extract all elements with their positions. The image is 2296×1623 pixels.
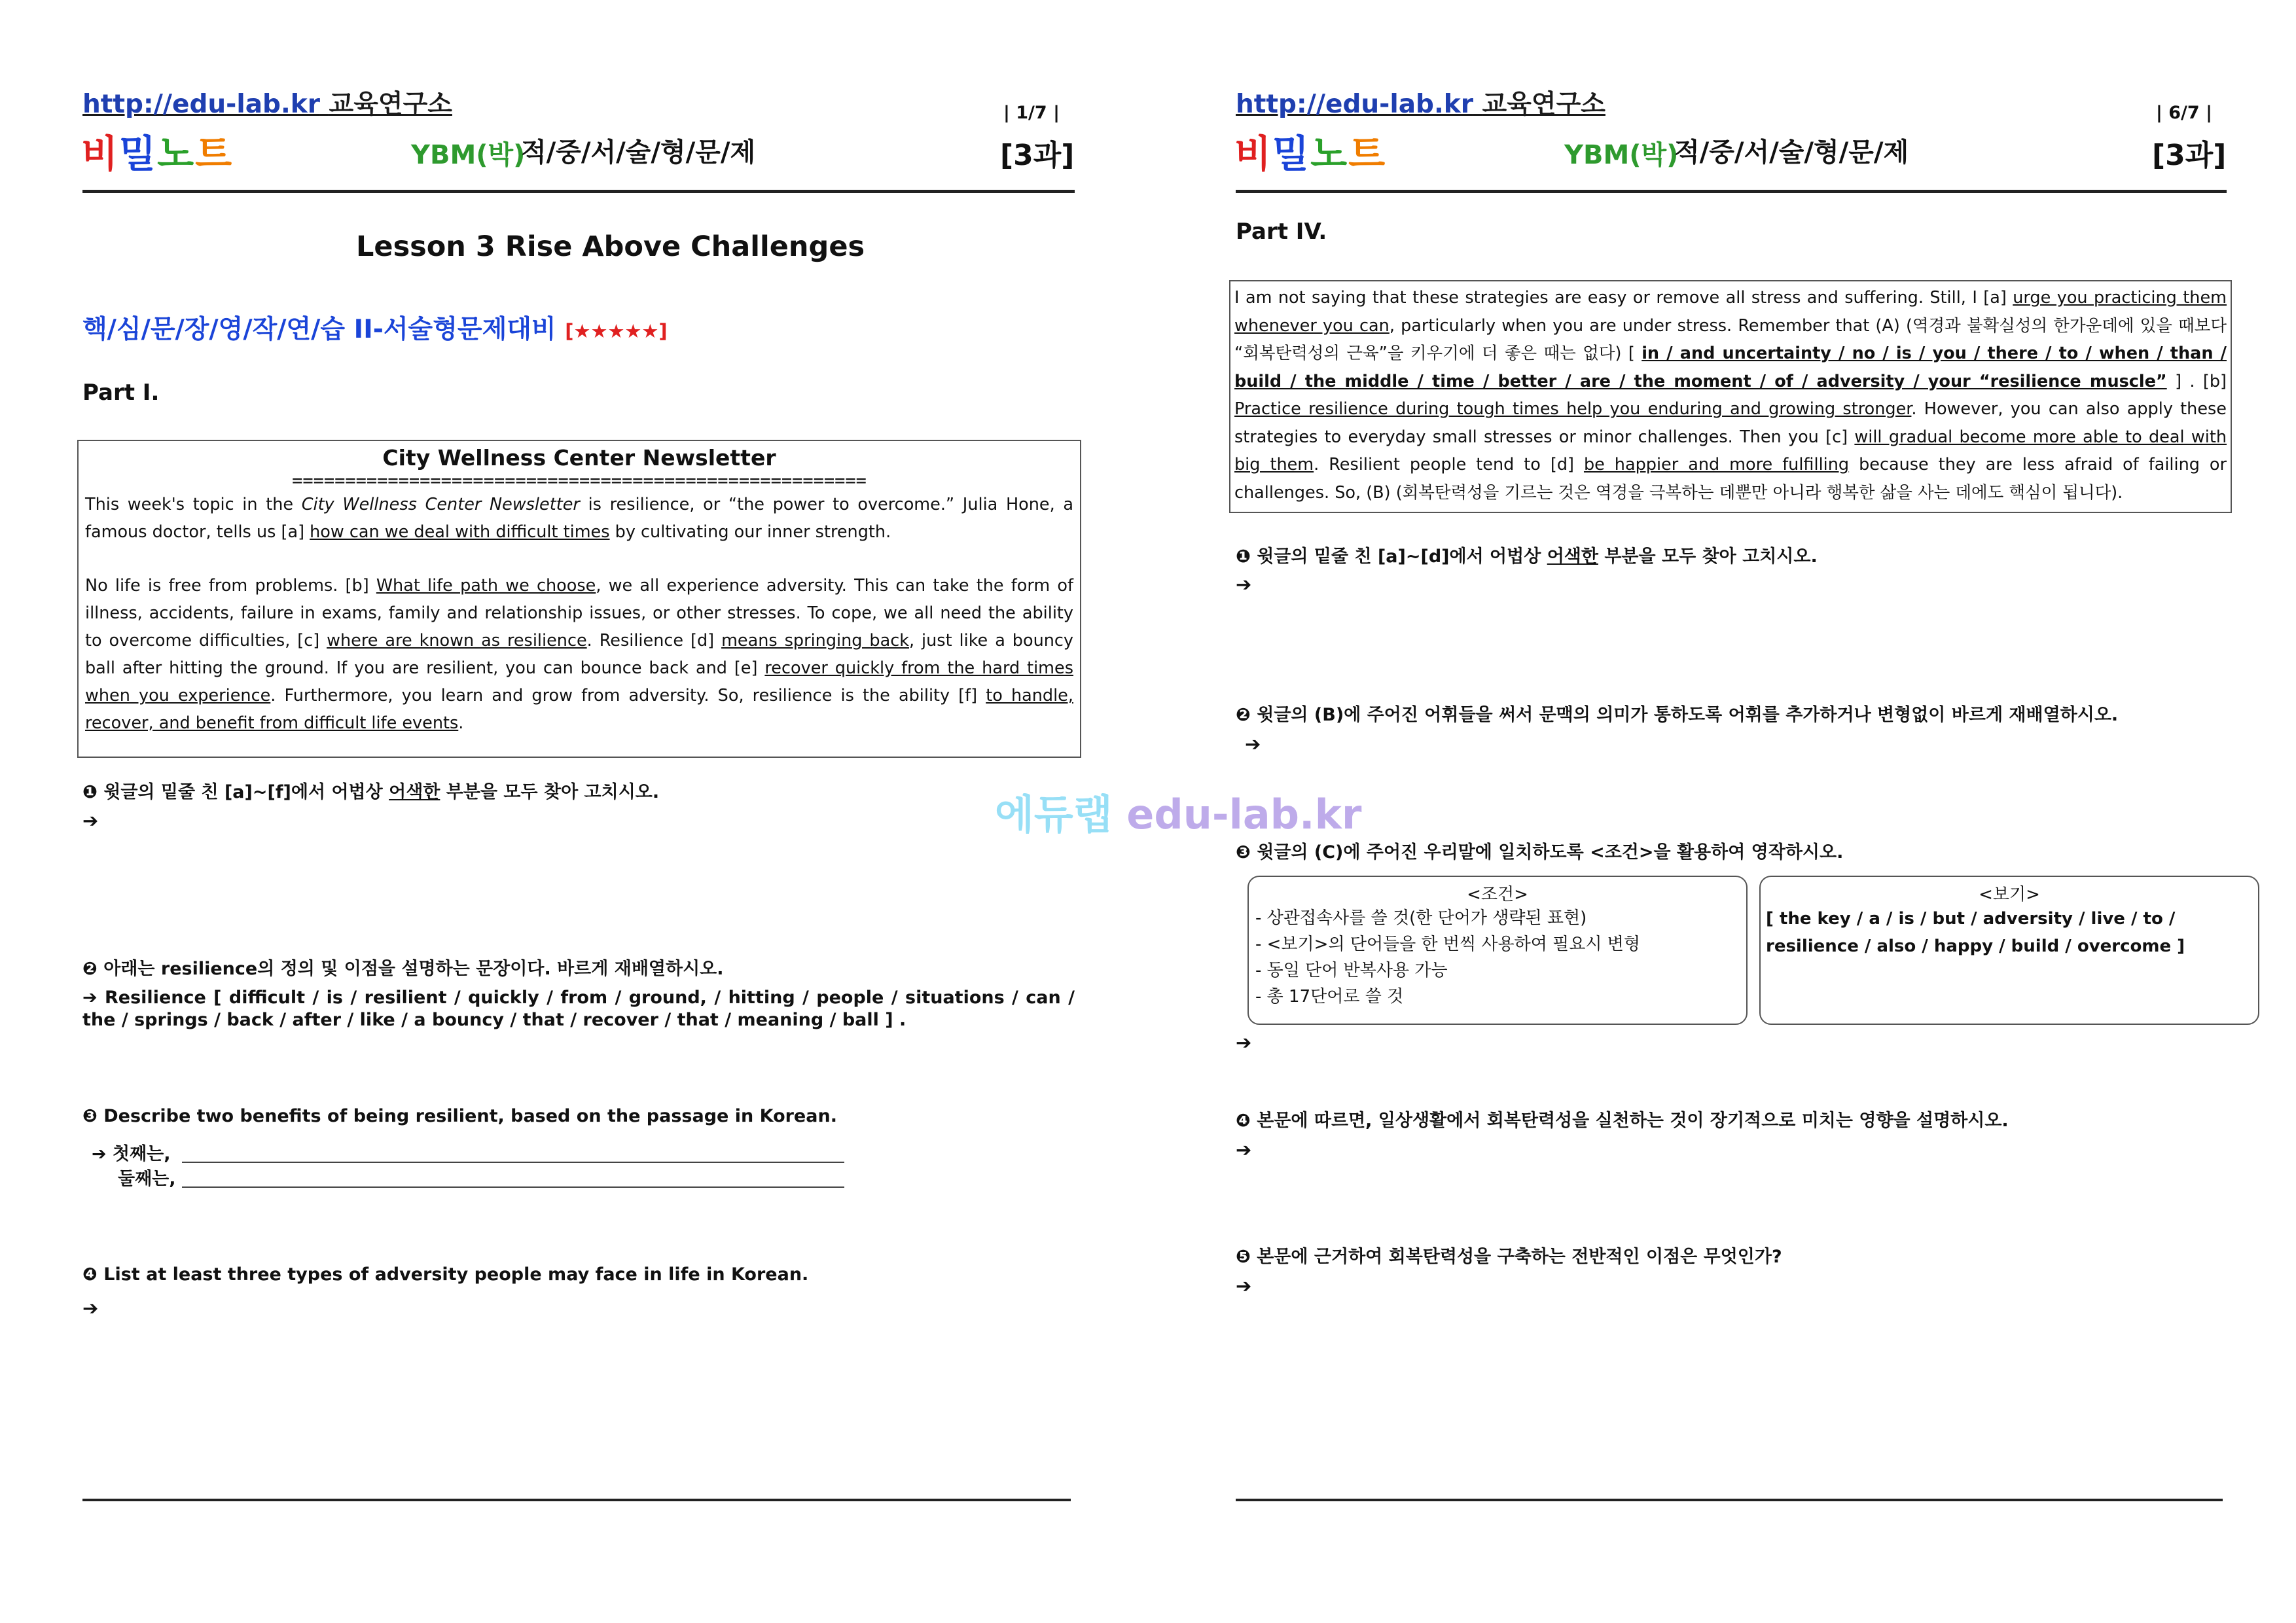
condition-item: - <보기>의 단어들을 한 번씩 사용하여 필요시 변형 bbox=[1255, 935, 1641, 954]
text-run: . Furthermore, you learn and grow from adversity. So, resilience is the ability [f] bbox=[270, 686, 986, 705]
underlined-d: be happier and more fulfilling bbox=[1583, 455, 1850, 474]
brand-char: 노 bbox=[1310, 132, 1349, 176]
second-benefit-label: 둘째는, bbox=[118, 1169, 176, 1189]
site-name: 교육연구소 bbox=[1482, 90, 1605, 119]
watermark-kr: 에듀랩 bbox=[995, 791, 1113, 838]
second-benefit-line[interactable] bbox=[182, 1186, 844, 1188]
underlined-a: how can we deal with difficult times bbox=[310, 522, 610, 542]
subtitle-text: 핵/심/문/장/영/작/연/습 II-서술형문제대비 bbox=[82, 315, 556, 344]
question-emphasis: 어색한 bbox=[389, 782, 440, 802]
question-2: ❷ 윗글의 (B)에 주어진 어휘들을 써서 문맥의 의미가 통하도록 어휘를 추가하거나 변형없이 바르게 재배열하시오. bbox=[1236, 705, 2119, 725]
question-4: ❹ 본문에 따르면, 일상생활에서 회복탄력성을 실천하는 것이 장기적으로 미치는 영향을 설명하시오. bbox=[1236, 1111, 2009, 1131]
lesson-number: [3과] bbox=[2152, 139, 2227, 172]
header-divider bbox=[1236, 190, 2227, 193]
word-bank-box bbox=[1759, 876, 2259, 1025]
answer-arrow[interactable]: ➔ bbox=[1245, 733, 1261, 755]
underlined-c: where are known as resilience bbox=[327, 631, 587, 651]
paragraph-1 bbox=[85, 491, 1073, 546]
newsletter-name: City Wellness Center Newsletter bbox=[301, 495, 580, 514]
publisher-label: YBM(박) bbox=[411, 140, 526, 170]
answer-arrow[interactable]: ➔ bbox=[1236, 1139, 1252, 1161]
text-run: This week's topic in the bbox=[85, 495, 302, 514]
site-url[interactable]: http://edu-lab.kr bbox=[82, 90, 320, 119]
text-run: , just like a bouncy ball after hitting the ground. If you are resilient, you can bounce back and [e] bbox=[85, 631, 1073, 678]
underlined-b: What life path we choose bbox=[376, 576, 596, 596]
underlined-c: will gradual become more able to deal with big them bbox=[1234, 427, 2227, 474]
page-number: | 1/7 | bbox=[1003, 103, 1060, 123]
footer-divider bbox=[82, 1499, 1071, 1501]
brand-char: 밀 bbox=[119, 132, 158, 176]
underlined-b: Practice resilience during tough times help you enduring and growing stronger bbox=[1234, 399, 1912, 419]
underlined-d: means springing back bbox=[721, 631, 909, 651]
header-divider bbox=[82, 190, 1075, 193]
lesson-title: Lesson 3 Rise Above Challenges bbox=[356, 230, 865, 263]
underlined-f: to handle, recover, and benefit from difficult life events bbox=[85, 686, 1073, 733]
text-run: by cultivating our inner strength. bbox=[609, 522, 891, 542]
first-benefit-line[interactable] bbox=[182, 1162, 844, 1163]
scramble-words-a: in / and uncertainty / no / is / you / there / to / when / than / build / the middle / time / better / are / the moment / of / adversity / your “resilience muscle” bbox=[1234, 344, 2227, 391]
question-1 bbox=[82, 777, 659, 803]
question-text: 부분을 모두 찾아 고치시오. bbox=[1598, 546, 1818, 567]
site-link[interactable] bbox=[82, 84, 452, 120]
first-benefit-label: ➔ 첫째는, bbox=[92, 1144, 171, 1164]
passage-box bbox=[1229, 280, 2232, 513]
title-rule: ====================================================== bbox=[292, 471, 867, 491]
section-title: 적/중/서/술/형/문/제 bbox=[521, 137, 756, 168]
brand-char: 트 bbox=[195, 132, 234, 176]
question-5: ❺ 본문에 근거하여 회복탄력성을 구축하는 전반적인 이점은 무엇인가? bbox=[1236, 1247, 1782, 1267]
text-run: . Resilience [d] bbox=[586, 631, 722, 651]
brand-char: 노 bbox=[157, 132, 196, 176]
text-run: I am not saying that these strategies are easy or remove all stress and suffering. Still, I [a] bbox=[1234, 288, 2013, 308]
brand-char: 트 bbox=[1348, 132, 1387, 176]
newsletter-passage bbox=[85, 491, 1073, 737]
section-title: 적/중/서/술/형/문/제 bbox=[1674, 137, 1909, 168]
newsletter-title: City Wellness Center Newsletter bbox=[382, 445, 776, 471]
text-run: . bbox=[458, 713, 464, 733]
conditions-box bbox=[1247, 876, 1748, 1025]
text-run: is resilience, or “the power to overcome.” Julia Hone, a famous doctor, tells us [a] bbox=[85, 495, 1073, 542]
underlined-a: urge you practicing them whenever you can bbox=[1234, 288, 2227, 336]
question-emphasis: 어색한 bbox=[1547, 546, 1598, 567]
footer-divider bbox=[1236, 1499, 2223, 1501]
condition-item: - 총 17단어로 쓸 것 bbox=[1255, 987, 1404, 1007]
brand-char: 밀 bbox=[1272, 132, 1311, 176]
practice-subtitle bbox=[82, 309, 668, 346]
answer-arrow[interactable]: ➔ bbox=[82, 810, 99, 832]
paragraph-2 bbox=[85, 572, 1073, 737]
word-bank: [ the key / a / is / but / adversity / live / to / resilience / also / happy / build / overcome ] bbox=[1766, 909, 2185, 956]
page-number: | 6/7 | bbox=[2156, 103, 2212, 123]
word-bank-title: <보기> bbox=[1979, 885, 2040, 904]
publisher-label: YBM(박) bbox=[1564, 140, 1679, 170]
passage-text bbox=[1234, 284, 2227, 507]
question-4: ❹ List at least three types of adversity people may face in life in Korean. bbox=[82, 1264, 809, 1285]
site-name: 교육연구소 bbox=[329, 90, 452, 119]
scramble-words[interactable]: ➔ Resilience [ difficult / is / resilient / quickly / from / ground, / hitting / people / situations / can / the / springs / back / after / like / a bouncy / that / recover / that / meaning / ball ] . bbox=[82, 988, 1075, 1030]
question-2: ❷ 아래는 resilience의 정의 및 이점을 설명하는 문장이다. 바르게 재배열하시오. bbox=[82, 959, 724, 979]
question-text: 부분을 모두 찾아 고치시오. bbox=[440, 782, 660, 802]
question-3: ❸ 윗글의 (C)에 주어진 우리말에 일치하도록 <조건>을 활용하여 영작하시오. bbox=[1236, 842, 1844, 863]
part-label: Part I. bbox=[82, 380, 160, 406]
underlined-e: recover quickly from the hard times when you experience bbox=[85, 658, 1073, 705]
difficulty-stars: [★★★★★] bbox=[565, 320, 668, 342]
watermark-en: edu-lab.kr bbox=[1126, 791, 1362, 838]
text-run: No life is free from problems. [b] bbox=[85, 576, 376, 596]
answer-arrow[interactable]: ➔ bbox=[1236, 1275, 1252, 1297]
question-3: ❸ Describe two benefits of being resilient, based on the passage in Korean. bbox=[82, 1106, 837, 1126]
site-link[interactable] bbox=[1236, 84, 1605, 120]
brand-logo bbox=[81, 123, 233, 178]
text-run: because they are less afraid of failing or challenges. So, (B) (회복탄력성을 기르는 것은 역경을 극복하는 데뿐만 아니라 행복한 삶을 사는 데에도 핵심이 됩니다). bbox=[1234, 455, 2227, 503]
condition-item: - 상관접속사를 쓸 것(한 단어가 생략된 표현) bbox=[1255, 908, 1587, 928]
answer-arrow[interactable]: ➔ bbox=[1236, 573, 1252, 596]
answer-arrow[interactable]: ➔ bbox=[82, 1297, 99, 1319]
question-text: ❶ 윗글의 밑줄 친 [a]~[f]에서 어법상 bbox=[82, 782, 389, 802]
condition-item: - 동일 단어 반복사용 가능 bbox=[1255, 961, 1448, 980]
newsletter-box bbox=[77, 440, 1081, 758]
lesson-number: [3과] bbox=[1000, 139, 1075, 172]
text-run: ] . [b] bbox=[2166, 371, 2227, 391]
conditions-title: <조건> bbox=[1467, 885, 1528, 904]
brand-logo bbox=[1234, 123, 1386, 178]
site-url[interactable]: http://edu-lab.kr bbox=[1236, 90, 1473, 119]
watermark bbox=[995, 782, 1361, 840]
text-run: , particularly when you are under stress. Remember that (A) (역경과 불확실성의 한가운데에 있을 때보다 “회복탄력성의 근육”을 키우기에 더 좋은 때는 없다) [ bbox=[1234, 315, 2227, 363]
answer-arrow[interactable]: ➔ bbox=[1236, 1031, 1252, 1054]
part-label: Part IV. bbox=[1236, 219, 1327, 245]
text-run: , we all experience adversity. This can take the form of illness, accidents, failure in exams, family and relationship issues, or other stresses. To cope, we all need the ability to overcome difficulties, [c] bbox=[85, 576, 1074, 651]
text-run: . Resilient people tend to [d] bbox=[1314, 455, 1584, 474]
question-text: ❶ 윗글의 밑줄 친 [a]~[d]에서 어법상 bbox=[1236, 546, 1547, 567]
brand-char: 비 bbox=[1234, 132, 1273, 176]
brand-char: 비 bbox=[81, 132, 120, 176]
question-1 bbox=[1236, 542, 1818, 567]
text-run: . However, you can also apply these strategies to everyday small stresses or minor challenges. Then you [c] bbox=[1234, 399, 2227, 447]
